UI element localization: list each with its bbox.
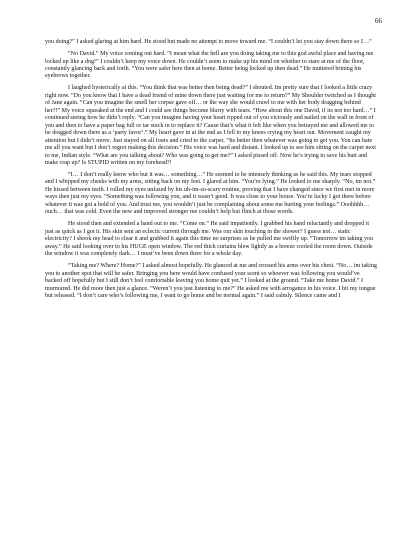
paragraph: I laughed hysterically at this. “You think that was better then being dead?” I shouted. Im pretty sure that I looked a little crazy right now. “Do you know that I have a dead friend of mine down there just waiting for me to return?” My Shoulder twitched as I thought of Jane again. “Can you imagine the smell her corpse gave off… or the way she would crawl to me with her body dragging behind her?!” My voice squeaked at the end and I could see things become blurry with tears. “How about this one David, if its not too hard…” I continued seeing how he didn’t reply. “Can you imagine having your heart ripped out of you viciously and nailed on the wall in front of you and then to have a paper bag full or tar stuck in to replace it? Cause that’s what it felt like when you betrayed me and allowed me to be dragged down there as a ‘party favor’.” My heart gave in at the end as I fell to my knees crying my heart out. Movement caught my attention but I didn’t move. Just stayed on all fours and cried to the carpet. “Its better then whatever was going to get you. You can hate me all you want but I don’t regret making this decision.” His voice was hard and distant. I looked up to see him sitting on the carpet next to me, Indian style. “What are you talking about? Who was going to get me?” I asked pissed off. Now he’s trying to save his butt and make crap up? Is STUPID written on my forehead?! <box>45 85 376 166</box>
paragraph: “No David.” My voice coming out hard. “I mean what the hell are you doing taking me to this god awful place and having me locked up like a dog!” I couldn’t keep my voice down. He couldn’t seem to make up his mind on whether to stare at me of the floor, constantly glancing back and forth. “You were safer here then at home. Better being locked up then dead.” He muttered brining his eyebrows together. <box>45 51 374 80</box>
page-number: 66 <box>374 17 382 25</box>
body-text <box>45 39 377 305</box>
paragraph: you doing?” I asked glaring at him hard. He stood but made no attempt to move toward me. “I couldn’t let you stay down there so I…” <box>45 39 372 45</box>
paragraph: He stood then and extended a hand out to me. “Come on.” He said impatiently. I grabbed his hand reluctantly and dropped it just as quick as I got it. His skin sent an eclectic current through me. Was our skin touching in the shower? I guess not… static electricity? I shook my head to clear it and grabbed it again this time no surprises as he pulled me swiftly up. “Tomorrow im taking you away.” He said looking over to his HUGE open window. The red thick curtains blew lightly as a breeze cooled the room down. Outside the window it was completely dark… I must’ve been down there for a whole day. <box>45 221 374 258</box>
paragraph: “Taking me? Where? Home?” I asked almost hopefully. He glanced at me and crossed his arms over his chest. “No… im taking you to another spot that will be safer. Bringing you here would have confused your scent so whoever was following you would’ve backed off hopefully but I still don’t feel comfortable leaving you home quit yet.” I looked at the ground. “Take me home David.” I murmured. He did more then just a glance. “Weren’t you just listening to me?” He asked me with arrogance in his voice. I bit my tongue but released. “I don’t care who’s following me, I want to go home and be normal again.” I said calmly. Silence came and I <box>45 263 377 300</box>
paragraph: “I… I don’t really know who but it was… something…” He seemed to be intensely thinking as he said this. My tears stopped and I whipped my cheeks with my arms, sitting back on my feet. I glared at him. “You’re lying.” He looked to me sharply. “No, im not.” He hissed between teeth. I rolled my eyes unfazed by his uh-im-so-scary routine, proving that I have changed since we first met in more ways then just my eyes. “Something was following you, and it wasn’t good. It was close to your house. You’re lucky I got there before whatever it was got a hold of you. And trust me, you wouldn’t just be complaining about some me hurting your feelings.” Ooohhhh… ouch… that was cold. Even the new and improved stronger me couldn’t help but flinch at those words. <box>45 172 376 216</box>
